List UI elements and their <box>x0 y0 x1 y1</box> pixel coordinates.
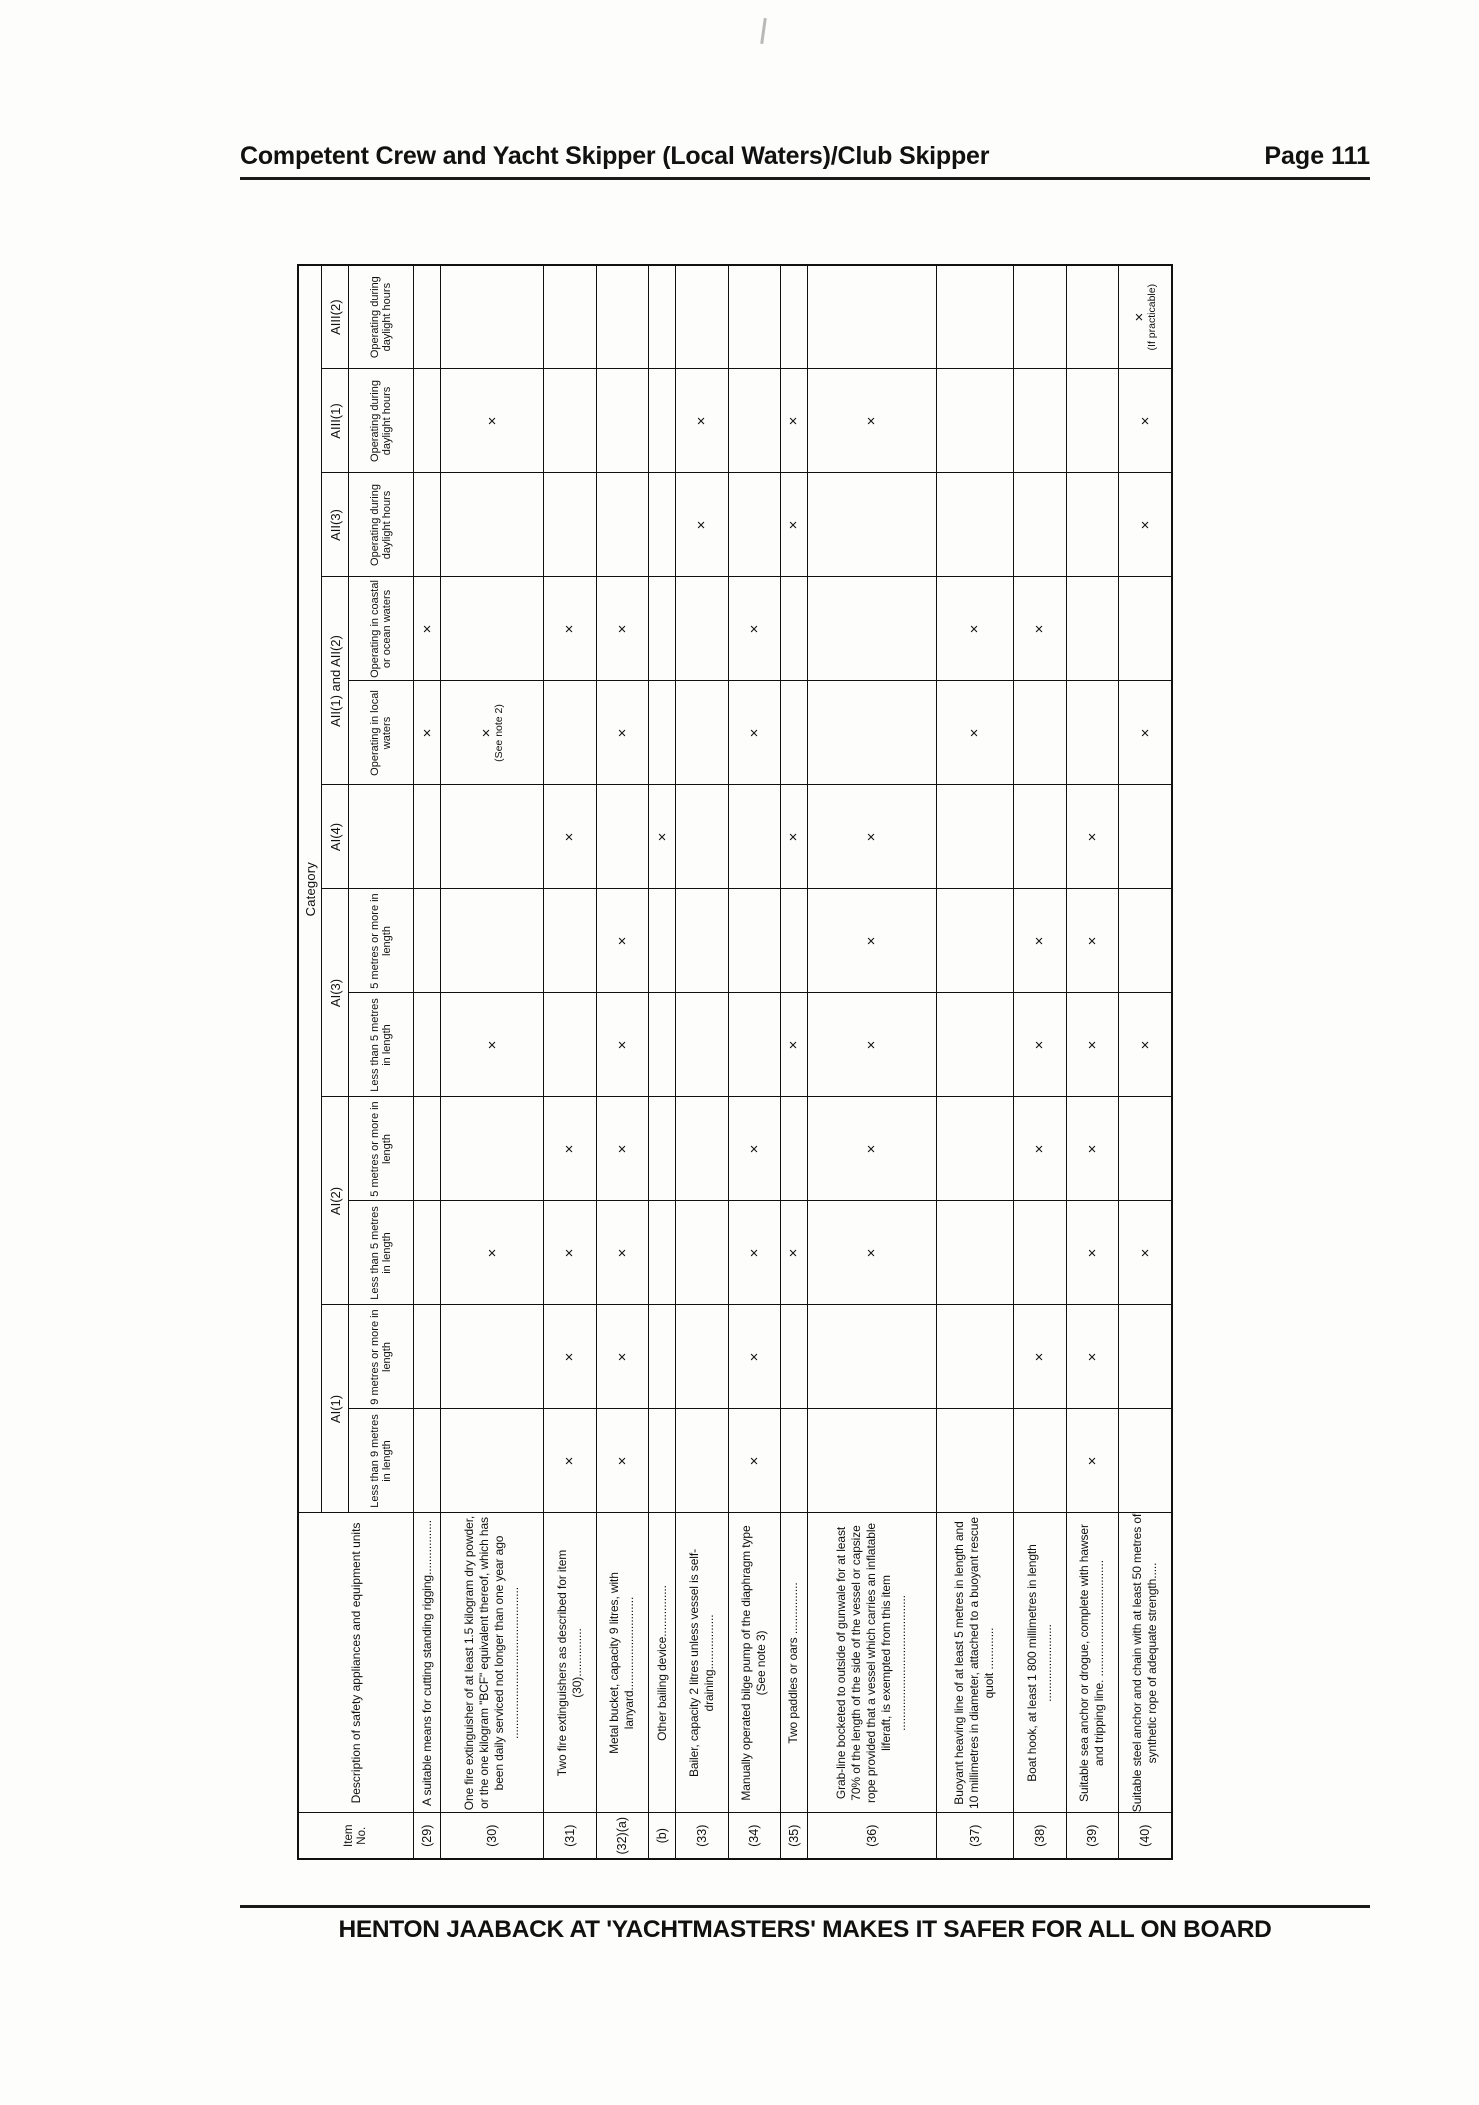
cell-mark <box>676 369 728 473</box>
cell-mark <box>441 889 544 993</box>
cell-mark <box>780 577 807 681</box>
check-mark-icon: × <box>1031 936 1049 946</box>
check-mark-icon: × <box>1083 832 1101 842</box>
cell-mark <box>807 1201 936 1305</box>
check-mark-icon: × <box>1136 728 1154 738</box>
cell-mark <box>1066 1409 1118 1513</box>
cell-mark <box>596 993 648 1097</box>
cell-description: Buoyant heaving line of at least 5 metres in length and 10 millimetres in diameter, attached to a buoyant rescue quoit ............. <box>936 1513 1014 1813</box>
cell-mark <box>414 473 441 577</box>
cell-mark <box>1119 265 1172 369</box>
cell-mark <box>441 785 544 889</box>
check-mark-icon: × <box>693 416 711 426</box>
cell-item-no: (b) <box>649 1813 676 1859</box>
cell-mark <box>676 993 728 1097</box>
table-row <box>728 265 780 1859</box>
cell-mark <box>1119 1409 1172 1513</box>
check-mark-icon: × <box>1031 624 1049 634</box>
check-mark-icon: × <box>1136 1040 1154 1050</box>
cell-mark <box>649 577 676 681</box>
cell-mark <box>1119 473 1172 577</box>
table-row <box>936 265 1014 1859</box>
cell-mark <box>807 1305 936 1409</box>
cell-mark <box>1066 1305 1118 1409</box>
cell-mark <box>1014 1097 1066 1201</box>
cell-mark <box>649 889 676 993</box>
cell-mark <box>936 681 1014 785</box>
cell-mark <box>1066 993 1118 1097</box>
cell-mark <box>728 577 780 681</box>
group-header-aiii1: AIII(1) <box>322 369 349 473</box>
cell-item-no: (31) <box>544 1813 596 1859</box>
cell-mark <box>596 265 648 369</box>
check-mark-icon: × <box>785 520 803 530</box>
subheader-7: Operating in local waters <box>349 681 414 785</box>
subheader-8: Operating in coastal or ocean waters <box>349 577 414 681</box>
cell-mark <box>807 993 936 1097</box>
cell-mark <box>676 1409 728 1513</box>
cell-mark <box>1014 889 1066 993</box>
cell-mark <box>414 577 441 681</box>
check-mark-icon: × <box>1136 1248 1154 1258</box>
check-mark-icon: × <box>561 624 579 634</box>
cell-mark <box>596 785 648 889</box>
check-mark-icon: × <box>1136 416 1154 426</box>
cell-mark <box>728 681 780 785</box>
check-mark-icon: × <box>613 1040 631 1050</box>
cell-mark <box>649 265 676 369</box>
cell-mark <box>1014 993 1066 1097</box>
cell-mark <box>441 473 544 577</box>
cell-item-no: (30) <box>441 1813 544 1859</box>
cell-mark <box>936 1305 1014 1409</box>
table-row <box>780 265 807 1859</box>
cell-mark <box>676 1305 728 1409</box>
cell-description: Two fire extinguishers as described for item (30)............... <box>544 1513 596 1813</box>
cell-mark <box>936 1201 1014 1305</box>
check-mark-icon: × <box>863 416 881 426</box>
group-header-ai3: AI(3) <box>322 889 349 1097</box>
cell-mark <box>807 1409 936 1513</box>
cell-mark <box>414 1305 441 1409</box>
check-mark-icon: × <box>863 1040 881 1050</box>
cell-description: A suitable means for cutting standing rigging................. <box>414 1513 441 1813</box>
cell-mark <box>1119 1201 1172 1305</box>
cell-mark <box>544 369 596 473</box>
table-header-category-row <box>298 265 322 1859</box>
check-mark-icon: × <box>693 520 711 530</box>
check-mark-icon: × <box>613 728 631 738</box>
check-mark-icon: × <box>966 728 984 738</box>
cell-mark <box>441 1409 544 1513</box>
check-mark-icon: × <box>613 1144 631 1154</box>
cell-mark <box>676 681 728 785</box>
cell-mark <box>649 473 676 577</box>
check-mark-icon: × <box>1031 1144 1049 1154</box>
cell-mark <box>728 785 780 889</box>
cell-mark <box>1014 1409 1066 1513</box>
cell-mark <box>414 1201 441 1305</box>
cell-mark <box>649 681 676 785</box>
cell-mark <box>544 785 596 889</box>
check-mark-icon: × <box>653 832 671 842</box>
check-mark-icon: × <box>785 1040 803 1050</box>
table-row <box>649 265 676 1859</box>
cell-description: Manually operated bilge pump of the diaphragm type (See note 3) <box>728 1513 780 1813</box>
cell-description: Boat hook, at least 1 800 millimetres in length ........................ <box>1014 1513 1066 1813</box>
cell-mark <box>1066 785 1118 889</box>
cell-mark <box>414 785 441 889</box>
check-mark-icon: × <box>1083 1144 1101 1154</box>
check-mark-icon: × <box>561 1248 579 1258</box>
table-row <box>414 265 441 1859</box>
cell-mark <box>649 993 676 1097</box>
cell-mark <box>596 681 648 785</box>
cell-mark <box>780 681 807 785</box>
check-mark-icon: × <box>1031 1040 1049 1050</box>
cell-mark <box>728 993 780 1097</box>
cell-mark <box>780 1305 807 1409</box>
cell-mark <box>1066 265 1118 369</box>
cell-mark <box>807 369 936 473</box>
cell-mark <box>728 1201 780 1305</box>
safety-appliances-table <box>297 264 1173 1860</box>
check-mark-icon: × <box>613 624 631 634</box>
cell-mark <box>596 1201 648 1305</box>
cell-mark <box>936 577 1014 681</box>
cell-mark <box>936 889 1014 993</box>
subheader-0: Less than 9 metres in length <box>349 1409 414 1513</box>
cell-item-no: (34) <box>728 1813 780 1859</box>
cell-mark <box>1014 265 1066 369</box>
cell-mark <box>780 265 807 369</box>
subheader-3: 5 metres or more in length <box>349 1097 414 1201</box>
check-mark-icon: × <box>1031 1352 1049 1362</box>
column-header-description: Description of safety appliances and equipment units <box>298 1513 414 1813</box>
cell-mark <box>676 1097 728 1201</box>
page-footer <box>240 1905 1370 1944</box>
table-row <box>807 265 936 1859</box>
cell-mark <box>780 1409 807 1513</box>
check-mark-icon: × <box>1083 1040 1101 1050</box>
cell-mark <box>780 369 807 473</box>
cell-mark <box>676 889 728 993</box>
cell-mark <box>780 473 807 577</box>
check-mark-icon: × <box>863 936 881 946</box>
cell-mark <box>1119 369 1172 473</box>
check-mark-icon: × <box>863 1144 881 1154</box>
cell-mark <box>596 1409 648 1513</box>
table-row <box>1014 265 1066 1859</box>
cell-mark <box>936 1097 1014 1201</box>
cell-mark <box>936 785 1014 889</box>
check-mark-icon: × <box>863 1248 881 1258</box>
check-mark-icon: × <box>483 1040 501 1050</box>
subheader-2: Less than 5 metres in length <box>349 1201 414 1305</box>
cell-description: Grab-line bocketed to outside of gunwale for at least 70% of the length of the side of the vessel or capsize rope provided that a vessel which carries an inflatable liferaft, is exempted from this item .......................................... <box>807 1513 936 1813</box>
cell-mark <box>544 681 596 785</box>
cell-mark <box>649 369 676 473</box>
cell-mark <box>936 1409 1014 1513</box>
subheader-6 <box>349 785 414 889</box>
cell-mark <box>807 681 936 785</box>
cell-mark <box>1119 1097 1172 1201</box>
cell-mark <box>780 1201 807 1305</box>
cell-mark <box>936 993 1014 1097</box>
check-mark-icon: × <box>1083 1456 1101 1466</box>
cell-mark <box>1119 993 1172 1097</box>
page-title: Competent Crew and Yacht Skipper (Local Waters)/Club Skipper <box>240 142 990 170</box>
cell-mark <box>414 889 441 993</box>
cell-mark <box>544 889 596 993</box>
cell-mark <box>1014 473 1066 577</box>
cell-mark <box>1066 889 1118 993</box>
check-mark-icon: × <box>785 832 803 842</box>
safety-appliances-table-region <box>297 276 1173 1860</box>
cell-mark <box>936 265 1014 369</box>
cell-mark <box>544 473 596 577</box>
cell-mark <box>441 265 544 369</box>
column-header-item-no-line1: Item <box>342 1824 355 1847</box>
cell-mark <box>676 1201 728 1305</box>
cell-mark <box>596 369 648 473</box>
cell-mark <box>676 577 728 681</box>
cell-mark <box>780 785 807 889</box>
check-mark-icon: × <box>483 1248 501 1258</box>
cell-description: Metal bucket, capacity 9 litres, with lanyard............................. <box>596 1513 648 1813</box>
cell-mark <box>728 889 780 993</box>
cell-mark <box>1014 1305 1066 1409</box>
check-mark-icon: × <box>561 1456 579 1466</box>
cell-description: Other bailing device................ <box>649 1513 676 1813</box>
cell-mark <box>649 1409 676 1513</box>
cell-mark <box>780 993 807 1097</box>
cell-mark <box>596 1305 648 1409</box>
cell-description: Suitable steel anchor and chain with at least 50 metres of synthetic rope of adequate strength..... <box>1119 1513 1172 1813</box>
cell-mark <box>414 1097 441 1201</box>
cell-mark <box>544 993 596 1097</box>
cell-mark <box>544 265 596 369</box>
check-mark-icon: × <box>613 1352 631 1362</box>
cell-mark <box>728 473 780 577</box>
check-mark-icon: × <box>785 416 803 426</box>
check-mark-icon: × <box>613 936 631 946</box>
check-mark-icon: × <box>863 832 881 842</box>
cell-description: Two paddles or oars ................ <box>780 1513 807 1813</box>
cell-mark <box>649 785 676 889</box>
cell-mark <box>414 265 441 369</box>
check-mark-icon: × <box>745 1456 763 1466</box>
cell-mark <box>676 473 728 577</box>
group-header-ai2: AI(2) <box>322 1097 349 1305</box>
check-mark-icon: × <box>483 416 501 426</box>
cell-mark <box>1066 473 1118 577</box>
cell-note: (If practicable) <box>1146 283 1159 351</box>
table-row <box>1066 265 1118 1859</box>
cell-mark <box>676 785 728 889</box>
cell-item-no: (40) <box>1119 1813 1172 1859</box>
check-mark-icon: × <box>745 1144 763 1154</box>
cell-item-no: (35) <box>780 1813 807 1859</box>
cell-mark <box>441 577 544 681</box>
cell-mark <box>544 1305 596 1409</box>
cell-mark <box>807 1097 936 1201</box>
page-header <box>240 142 1370 180</box>
cell-mark <box>936 473 1014 577</box>
check-mark-icon: × <box>745 728 763 738</box>
cell-mark <box>1066 1201 1118 1305</box>
cell-mark <box>1066 369 1118 473</box>
cell-mark <box>441 369 544 473</box>
cell-mark <box>441 1097 544 1201</box>
table-row <box>441 265 544 1859</box>
cell-mark <box>596 577 648 681</box>
column-header-item-no-line2: No. <box>356 1826 368 1845</box>
cell-mark <box>649 1201 676 1305</box>
group-header-aii3: AII(3) <box>322 473 349 577</box>
table-row <box>596 265 648 1859</box>
column-header-category: Category <box>298 265 322 1513</box>
cell-mark <box>936 369 1014 473</box>
cell-mark <box>441 1305 544 1409</box>
subheader-11: Operating during daylight hours <box>349 265 414 369</box>
cell-mark <box>1014 369 1066 473</box>
check-mark-icon: × <box>785 1248 803 1258</box>
check-mark-icon: × <box>561 1352 579 1362</box>
check-mark-icon: × <box>418 624 436 634</box>
cell-mark <box>780 1097 807 1201</box>
subheader-4: Less than 5 metres in length <box>349 993 414 1097</box>
table-row <box>544 265 596 1859</box>
group-header-ai1: AI(1) <box>322 1305 349 1513</box>
column-header-item-no <box>298 1813 414 1859</box>
cell-item-no: (36) <box>807 1813 936 1859</box>
cell-mark <box>414 369 441 473</box>
cell-mark <box>780 889 807 993</box>
cell-mark <box>728 265 780 369</box>
cell-mark <box>441 1201 544 1305</box>
cell-mark <box>1014 1201 1066 1305</box>
check-mark-icon: × <box>1136 520 1154 530</box>
check-mark-icon: × <box>966 624 984 634</box>
table-body <box>414 265 1173 1859</box>
cell-mark <box>1066 1097 1118 1201</box>
subheader-5: 5 metres or more in length <box>349 889 414 993</box>
cell-mark <box>544 1409 596 1513</box>
cell-item-no: (38) <box>1014 1813 1066 1859</box>
cell-mark <box>441 993 544 1097</box>
table-row <box>1119 265 1172 1859</box>
cell-mark <box>596 889 648 993</box>
cell-mark <box>649 1305 676 1409</box>
cell-mark <box>1119 889 1172 993</box>
cell-description: One fire extinguisher of at least 1.5 kilogram dry powder, or the one kilogram "BCF" equivalent thereof, which has been daily serviced not longer than one year ago ............................................... <box>441 1513 544 1813</box>
subheader-10: Operating during daylight hours <box>349 369 414 473</box>
cell-mark <box>1014 785 1066 889</box>
cell-mark <box>728 369 780 473</box>
table-row <box>676 265 728 1859</box>
group-header-aii1-aii2: AII(1) and AII(2) <box>322 577 349 785</box>
cell-mark <box>1014 681 1066 785</box>
cell-item-no: (39) <box>1066 1813 1118 1859</box>
group-header-ai4: AI(4) <box>322 785 349 889</box>
cell-mark <box>728 1305 780 1409</box>
check-mark-icon: × <box>418 728 436 738</box>
cell-mark <box>807 473 936 577</box>
cell-mark <box>414 1409 441 1513</box>
cell-mark <box>414 993 441 1097</box>
group-header-aiii2: AIII(2) <box>322 265 349 369</box>
subheader-1: 9 metres or more in length <box>349 1305 414 1409</box>
check-mark-icon: × <box>1083 936 1101 946</box>
check-mark-icon: × <box>745 1248 763 1258</box>
cell-mark <box>1119 1305 1172 1409</box>
cell-mark <box>544 1201 596 1305</box>
check-mark-icon: × <box>1131 312 1149 322</box>
cell-mark <box>649 1097 676 1201</box>
check-mark-icon: × <box>478 728 496 738</box>
cell-description: Bailer, capacity 2 litres unless vessel is self-draining................. <box>676 1513 728 1813</box>
cell-mark <box>596 473 648 577</box>
cell-mark <box>807 265 936 369</box>
cell-mark <box>544 577 596 681</box>
cell-mark <box>1119 681 1172 785</box>
footer-text: HENTON JAABACK AT 'YACHTMASTERS' MAKES IT SAFER FOR ALL ON BOARD <box>338 1916 1272 1943</box>
page-number: Page 111 <box>1264 142 1370 170</box>
cell-mark <box>544 1097 596 1201</box>
cell-mark <box>414 681 441 785</box>
cell-mark <box>1066 681 1118 785</box>
check-mark-icon: × <box>561 1144 579 1154</box>
cell-mark <box>807 577 936 681</box>
cell-mark <box>807 785 936 889</box>
cell-mark <box>676 265 728 369</box>
subheader-9: Operating during daylight hours <box>349 473 414 577</box>
cell-description: Suitable sea anchor or drogue, complete with hawser and tripping line. .................................... <box>1066 1513 1118 1813</box>
cell-item-no: (33) <box>676 1813 728 1859</box>
cell-item-no: (32)(a) <box>596 1813 648 1859</box>
cell-mark <box>807 889 936 993</box>
check-mark-icon: × <box>1083 1352 1101 1362</box>
check-mark-icon: × <box>561 832 579 842</box>
check-mark-icon: × <box>613 1248 631 1258</box>
check-mark-icon: × <box>745 624 763 634</box>
cell-mark <box>1066 577 1118 681</box>
check-mark-icon: × <box>745 1352 763 1362</box>
cell-note: (See note 2) <box>493 704 506 762</box>
cell-mark <box>728 1097 780 1201</box>
cell-item-no: (29) <box>414 1813 441 1859</box>
cell-mark <box>1119 577 1172 681</box>
cell-item-no: (37) <box>936 1813 1014 1859</box>
cell-mark <box>728 1409 780 1513</box>
cell-mark <box>1119 785 1172 889</box>
cell-mark <box>441 681 544 785</box>
cell-mark <box>1014 577 1066 681</box>
check-mark-icon: × <box>1083 1248 1101 1258</box>
cell-mark <box>596 1097 648 1201</box>
check-mark-icon: × <box>613 1456 631 1466</box>
